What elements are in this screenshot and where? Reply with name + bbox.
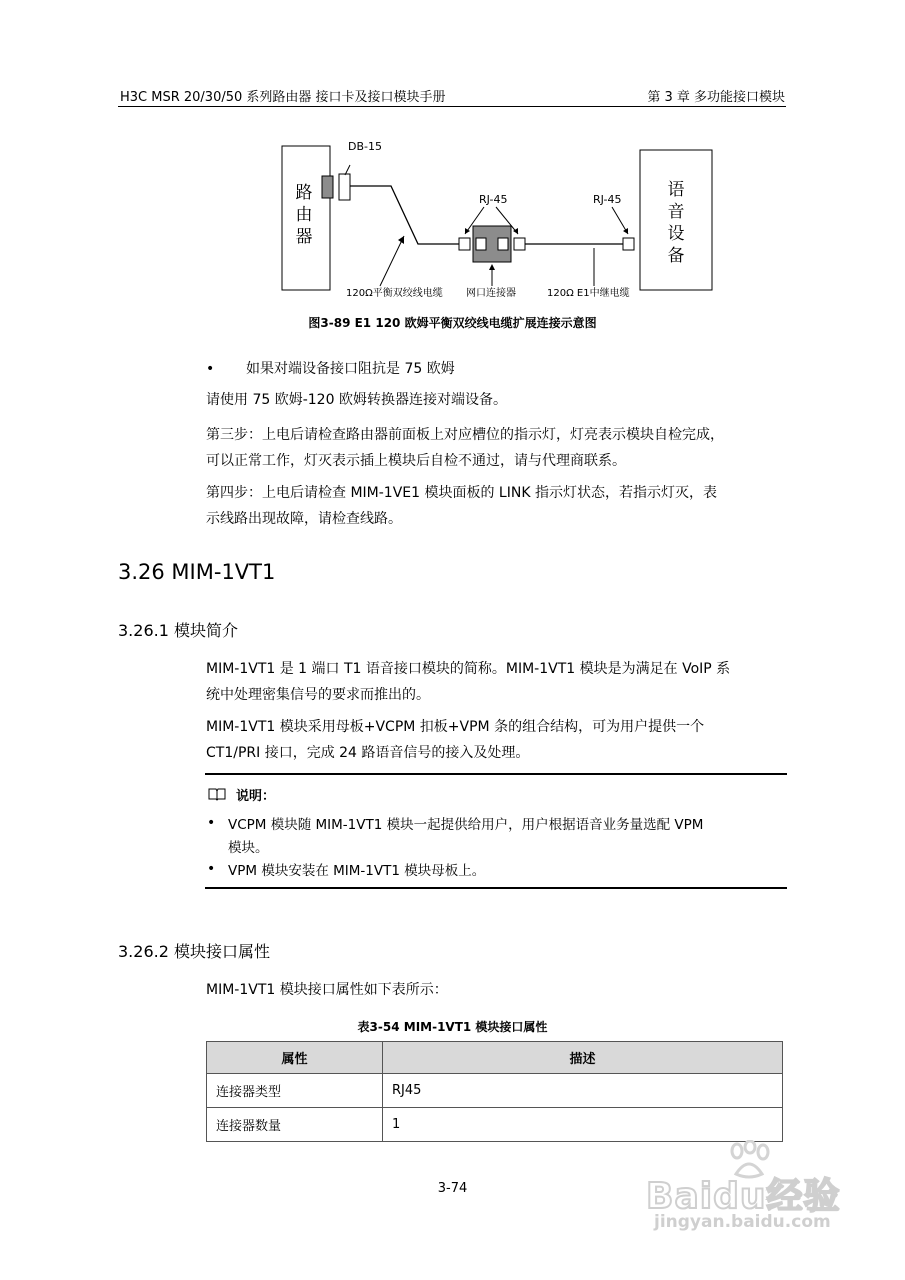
voice-label-2: 音 [667,202,685,222]
header-right: 第 3 章 多功能接口模块 [647,90,785,105]
watermark-url: jingyan.baidu.com [654,1212,831,1232]
voice-label-1: 语 [667,180,685,200]
note-item1-line2: 模块。 [228,840,269,856]
router-label-1: 路 [295,183,313,203]
note-item1-line1: VCPM 模块随 MIM-1VT1 模块一起提供给用户，用户根据语音业务量选配 VPM [228,817,704,833]
router-label-3: 器 [295,227,313,247]
rj45-plug-right [623,238,634,250]
rj45-left-label: RJ-45 [479,193,508,206]
paragraph-converter: 请使用 75 欧姆-120 欧姆转换器连接对端设备。 [206,392,507,408]
voice-label-4: 备 [667,246,685,266]
interface-attributes-table [206,1041,783,1142]
table-cell: 连接器数量 [207,1108,383,1142]
note-bullet-2: • [207,861,216,877]
table-header-attribute: 属性 [207,1042,383,1074]
table-intro: MIM-1VT1 模块接口属性如下表所示： [206,982,448,998]
intro-para2-line1: MIM-1VT1 模块采用母板+VCPM 扣板+VPM 条的组合结构，可为用户提供一个 [206,719,705,735]
subsection-heading-3-26-1: 3.26.1 模块简介 [118,621,238,640]
router-port [322,176,333,198]
bullet-text-75-ohm: 如果对端设备接口阻抗是 75 欧姆 [246,361,455,377]
intro-para1-line2: 统中处理密集信号的要求而推出的。 [206,687,430,703]
router-label-2: 由 [295,205,313,225]
voice-label-3: 设 [667,224,685,244]
cable1-label: 120Ω平衡双绞线电缆 [346,288,443,299]
bullet-dot: • [206,361,215,377]
page-number: 3-74 [437,1181,468,1196]
note-bullet-1: • [207,815,216,831]
figure-caption: 图3-89 E1 120 欧姆平衡双绞线电缆扩展连接示意图 [308,316,597,330]
cable-1 [350,186,460,244]
paragraph-step4-line2: 示线路出现故障，请检查线路。 [206,511,402,527]
table-caption: 表3-54 MIM-1VT1 模块接口属性 [357,1020,548,1034]
rj45-right-label: RJ-45 [593,193,622,206]
note-bottom-rule [205,887,787,889]
table-row [207,1108,783,1142]
connection-diagram [0,0,905,330]
paragraph-step3-line2: 可以正常工作，灯灭表示插上模块后自检不通过，请与代理商联系。 [206,453,626,469]
rj45-plug-mid [514,238,525,250]
table-cell: 连接器类型 [207,1074,383,1108]
table-header-row [207,1042,783,1074]
connector-label: 网口连接器 [466,288,516,299]
table-header-description: 描述 [383,1042,783,1074]
table-cell: RJ45 [383,1074,783,1108]
section-heading-3-26: 3.26 MIM-1VT1 [118,560,276,584]
note-item2: VPM 模块安装在 MIM-1VT1 模块母板上。 [228,863,486,879]
cable2-label: 120Ω E1中继电缆 [547,288,630,299]
header-left: H3C MSR 20/30/50 系列路由器 接口卡及接口模块手册 [120,90,446,105]
note-top-rule [205,773,787,775]
note-title: 说明： [236,789,276,804]
table-row [207,1074,783,1108]
book-icon [208,787,226,801]
watermark-brand: Baidu经验 [646,1176,841,1217]
subsection-heading-3-26-2: 3.26.2 模块接口属性 [118,942,270,961]
table-cell: 1 [383,1108,783,1142]
paragraph-step3-line1: 第三步：上电后请检查路由器前面板上对应槽位的指示灯，灯亮表示模块自检完成， [206,427,724,443]
db15-label: DB-15 [348,140,382,153]
intro-para2-line2: CT1/PRI 接口，完成 24 路语音信号的接入及处理。 [206,745,530,761]
paragraph-step4-line1: 第四步：上电后请检查 MIM-1VE1 模块面板的 LINK 指示灯状态，若指示灯灭，表 [206,485,717,501]
db15-plug [339,174,350,200]
intro-para1-line1: MIM-1VT1 是 1 端口 T1 语音接口模块的简称。MIM-1VT1 模块是为满足在 VoIP 系 [206,661,731,677]
rj45-plug-left [459,238,470,250]
